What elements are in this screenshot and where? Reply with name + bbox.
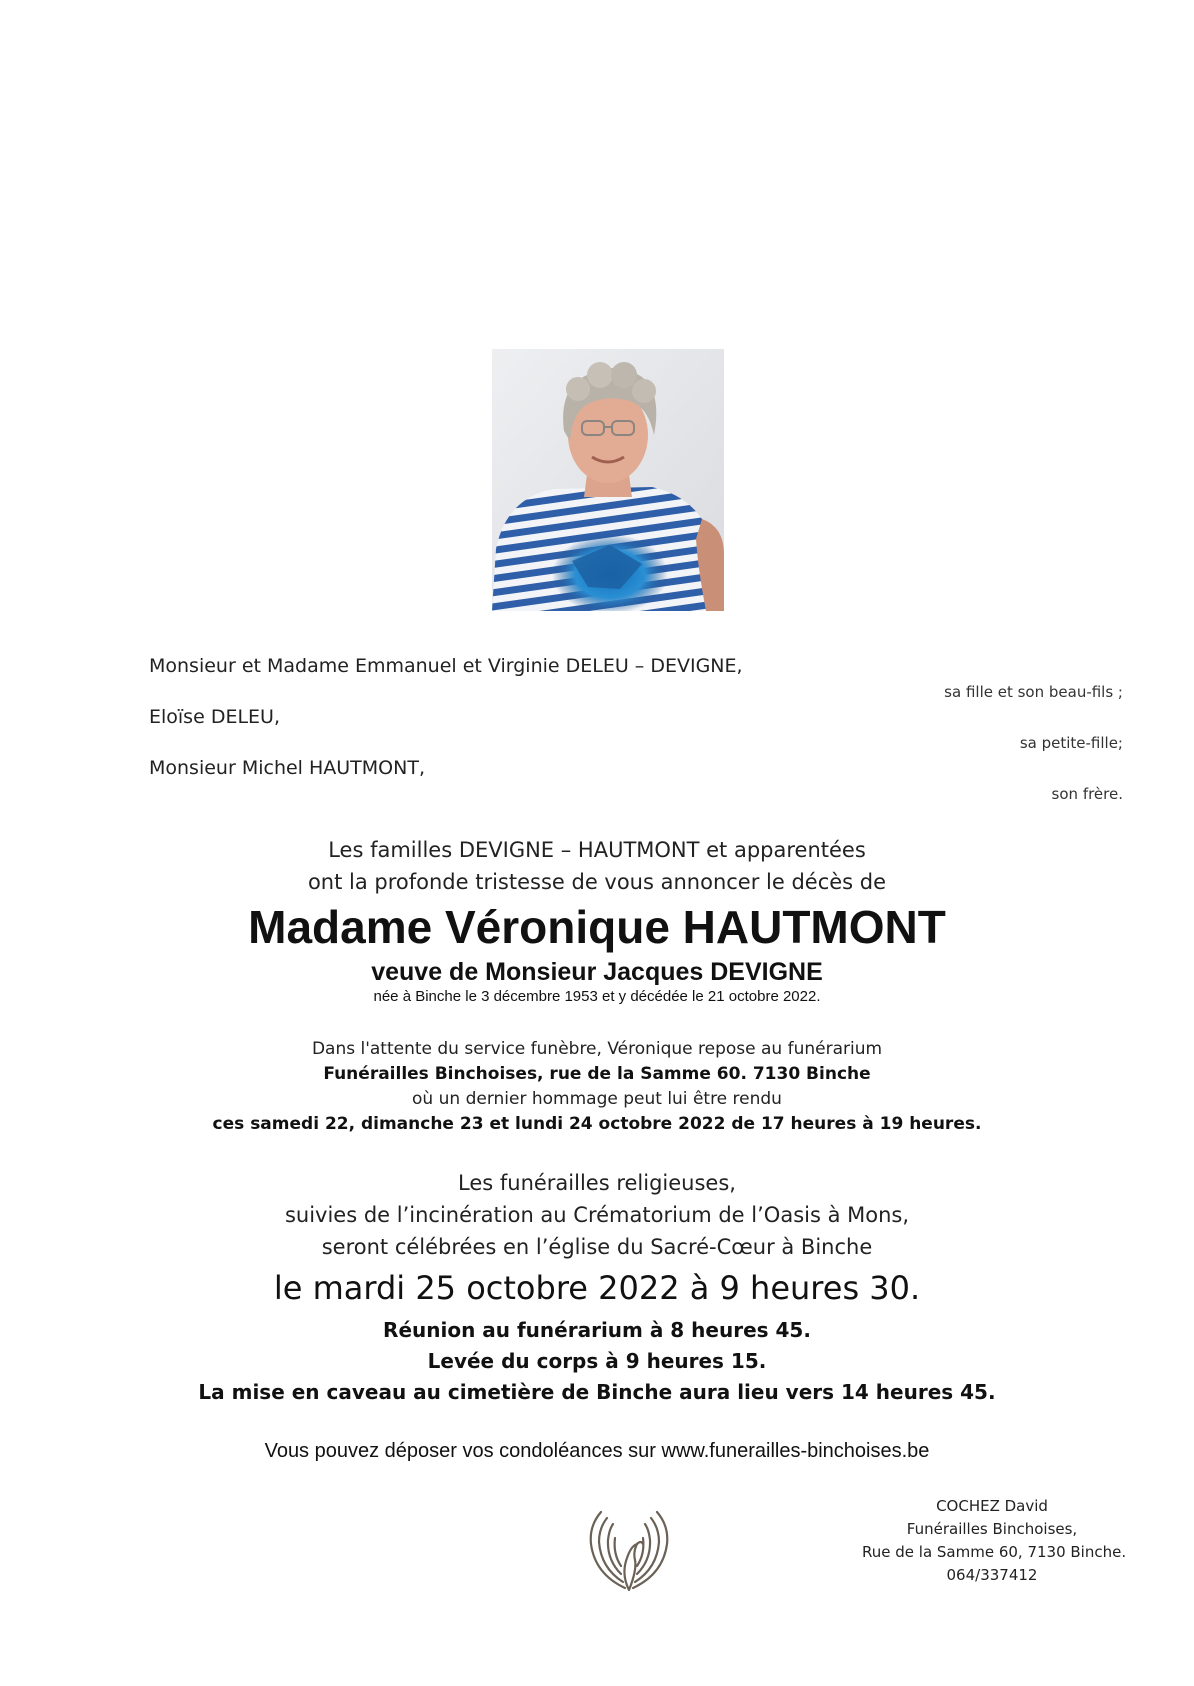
funeral-line-2: suivies de l’incinération au Crématorium de l’Oasis à Mons,: [284, 1203, 910, 1227]
announcement-line-2: ont la profonde tristesse de vous annoncer le décès de: [307, 870, 887, 894]
signature-person: COCHEZ David: [936, 1497, 1048, 1515]
family-member-role: son frère.: [1051, 785, 1123, 803]
widow-of: veuve de Monsieur Jacques DEVIGNE: [371, 958, 823, 986]
signature-company: Funérailles Binchoises,: [906, 1520, 1078, 1538]
condolences-text: Vous pouvez déposer vos condoléances sur www.funerailles-binchoises.be: [264, 1440, 930, 1462]
family-member-name: Monsieur et Madame Emmanuel et Virginie DELEU – DEVIGNE,: [149, 655, 743, 677]
visitation-line-1: Dans l'attente du service funèbre, Véronique repose au funérarium: [311, 1039, 883, 1059]
signature-phone: 064/337412: [946, 1566, 1038, 1584]
funeral-lift: Levée du corps à 9 heures 15.: [427, 1349, 767, 1373]
funeral-burial: La mise en caveau au cimetière de Binche aura lieu vers 14 heures 45.: [198, 1380, 996, 1404]
family-member-name: Eloïse DELEU,: [149, 706, 280, 728]
visitation-location: Funérailles Binchoises, rue de la Samme 60. 7130 Binche: [323, 1064, 871, 1084]
phoenix-logo-icon: [581, 1504, 677, 1592]
deceased-name: Madame Véronique HAUTMONT: [248, 901, 946, 953]
funeral-line-1: Les funérailles religieuses,: [458, 1171, 736, 1195]
family-member-name: Monsieur Michel HAUTMONT,: [149, 757, 425, 779]
announcement-line-1: Les familles DEVIGNE – HAUTMONT et apparentées: [328, 838, 866, 862]
signature-address: Rue de la Samme 60, 7130 Binche.: [862, 1543, 1127, 1561]
visitation-dates: ces samedi 22, dimanche 23 et lundi 24 octobre 2022 de 17 heures à 19 heures.: [212, 1114, 982, 1134]
funeral-date: le mardi 25 octobre 2022 à 9 heures 30.: [273, 1269, 921, 1307]
funeral-meeting: Réunion au funérarium à 8 heures 45.: [383, 1318, 811, 1342]
portrait-image: [492, 349, 724, 611]
birth-death-dates: née à Binche le 3 décembre 1953 et y décédée le 21 octobre 2022.: [373, 988, 821, 1005]
visitation-line-3: où un dernier hommage peut lui être rendu: [412, 1089, 782, 1109]
portrait-photo: [492, 349, 724, 611]
family-member-role: sa petite-fille;: [1019, 734, 1123, 752]
family-member-role: sa fille et son beau-fils ;: [944, 683, 1123, 701]
phoenix-logo: [581, 1504, 677, 1592]
funeral-line-3: seront célébrées en l’église du Sacré-Cœur à Binche: [321, 1235, 873, 1259]
